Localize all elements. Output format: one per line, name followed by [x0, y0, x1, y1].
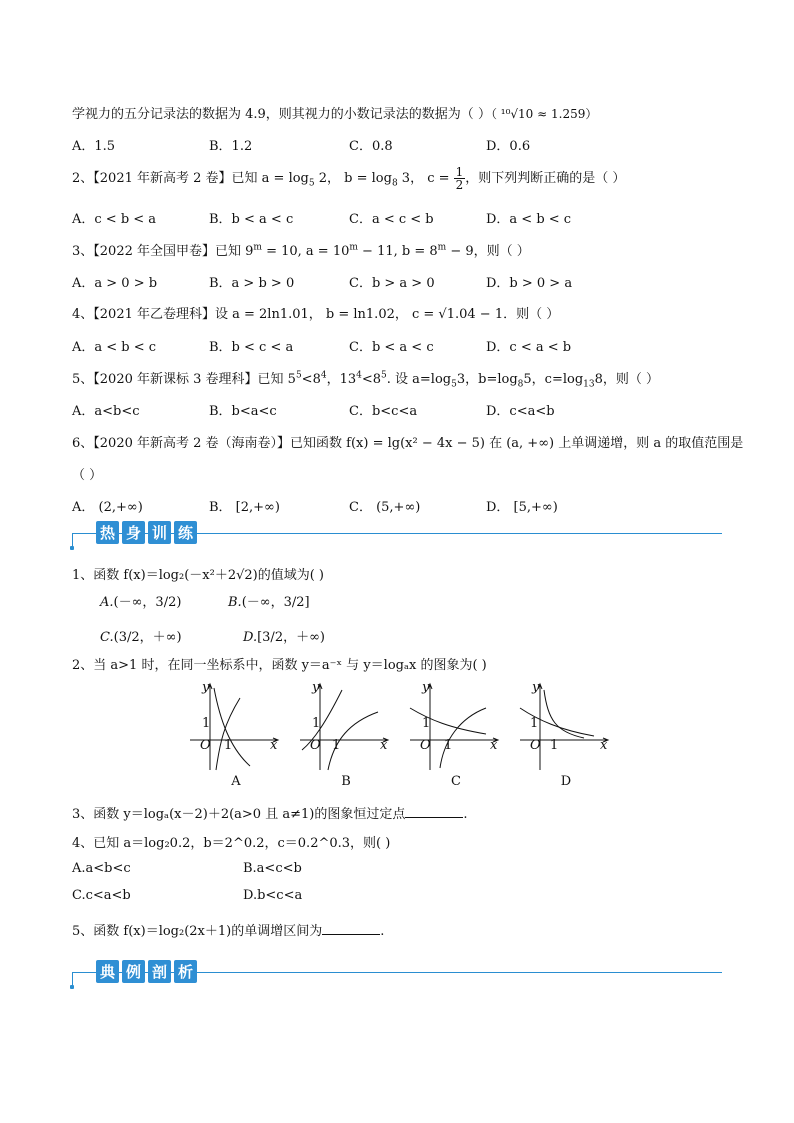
banner-char: 剖	[148, 960, 171, 983]
w3-stem: 3、函数 y＝logₐ(x－2)＋2(a>0 且 a≠1)的图象恒过定点 .	[72, 807, 468, 822]
q3-stem: 3、【2022 年全国甲卷】已知 $9^m = 10$, $a = 10^m - 11$, $b = 8^m - 9$，则（ ）	[72, 242, 530, 259]
q2-option-d[interactable]: D．a < b < c	[486, 212, 572, 227]
axis-y-label: y	[312, 680, 320, 695]
w4-option-a[interactable]: A.a<b<c	[72, 861, 131, 876]
w4-option-c[interactable]: C.c<a<b	[72, 888, 131, 903]
tick-one-x: 1	[550, 738, 559, 753]
q5-option-a[interactable]: A．a<b<c	[72, 404, 140, 419]
banner-char: 练	[174, 521, 197, 544]
q6-stem-2: （ ）	[72, 468, 103, 483]
answer-blank[interactable]	[405, 806, 463, 818]
q2-stem: 2、【2021 年新高考 2 卷】已知 $a = \log_5 2$， $b = \log_8 3$， c = $\frac{1}{2}$ ，则下列判断正确的是（ ）	[72, 165, 626, 192]
q4-options	[72, 336, 722, 356]
w4-option-d[interactable]: D.b<c<a	[243, 888, 303, 903]
tick-one-y: 1	[530, 716, 539, 731]
q0-option-c[interactable]: C．0.8	[349, 139, 393, 154]
w1-option-d[interactable]: D.[3/2，＋∞)	[243, 630, 325, 645]
tick-one-y: 1	[422, 716, 431, 731]
tick-one-y: 1	[312, 716, 321, 731]
tick-one-y: 1	[202, 716, 211, 731]
w1-option-c[interactable]: C.(3/2，＋∞)	[100, 630, 182, 645]
q3-options	[72, 272, 722, 292]
axis-x-label: x	[380, 738, 388, 753]
q0-option-a[interactable]: A．1.5	[72, 139, 116, 154]
q0-options	[72, 135, 722, 155]
axis-y-label: y	[202, 680, 210, 695]
tick-one-x: 1	[332, 738, 341, 753]
banner-dot	[70, 985, 74, 989]
graph-label: D	[560, 774, 572, 789]
graph-label: B	[341, 774, 351, 789]
q6-stem: 6、【2020 年新高考 2 卷（海南卷）】已知函数 f(x) = lg(x² − 4x − 5) 在 (a, +∞) 上单调递增，则 a 的取值范围是	[72, 436, 744, 451]
banner-char: 热	[96, 521, 119, 544]
q6-options	[72, 496, 722, 516]
banner-char: 例	[122, 960, 145, 983]
q5-option-c[interactable]: C．b<c<a	[349, 404, 418, 419]
q3-option-a[interactable]: A．a > 0 > b	[72, 276, 158, 291]
q2-option-b[interactable]: B．b < a < c	[209, 212, 294, 227]
tick-one-x: 1	[444, 738, 453, 753]
axis-x-label: x	[490, 738, 498, 753]
graph-c[interactable]	[400, 680, 510, 790]
q6-option-d[interactable]: D． [5,+∞)	[486, 500, 558, 515]
axis-x-label: x	[270, 738, 278, 753]
q2-option-c[interactable]: C．a < c < b	[349, 212, 434, 227]
q3-option-b[interactable]: B．a > b > 0	[209, 276, 295, 291]
q4-option-d[interactable]: D．c < a < b	[486, 340, 572, 355]
w1-stem: 1、函数 f(x)＝log₂(－x²＋2√2)的值域为( )	[72, 568, 324, 583]
q2-option-a[interactable]: A．c < b < a	[72, 212, 157, 227]
axis-y-label: y	[532, 680, 540, 695]
origin-label: O	[420, 738, 431, 753]
q3-option-c[interactable]: C．b > a > 0	[349, 276, 435, 291]
tick-one-x: 1	[224, 738, 233, 753]
origin-label: O	[310, 738, 321, 753]
banner-char: 析	[174, 960, 197, 983]
q0-stem: 学视力的五分记录法的数据为 4.9，则其视力的小数记录法的数据为（ ）（ ¹⁰√10 ≈ 1.259）	[72, 107, 598, 122]
axis-y-label: y	[422, 680, 430, 695]
graph-b[interactable]	[290, 680, 400, 790]
q4-stem: 4、【2021 年乙卷理科】设 a = 2ln1.01， b = ln1.02， c = √1.04 − 1．则（ ）	[72, 307, 560, 322]
w1-option-b[interactable]: B.(－∞，3/2]	[228, 595, 310, 610]
q4-option-a[interactable]: A．a < b < c	[72, 340, 157, 355]
w4-stem: 4、已知 a＝log₂0.2，b＝2^0.2，c＝0.2^0.3，则( )	[72, 836, 391, 851]
w4-option-b[interactable]: B.a<c<b	[243, 861, 302, 876]
w1-option-a[interactable]: A.(－∞，3/2)	[100, 595, 182, 610]
q6-option-a[interactable]: A． (2,+∞)	[72, 500, 143, 515]
banner-title	[96, 960, 197, 983]
q4-option-b[interactable]: B．b < c < a	[209, 340, 294, 355]
q5-options	[72, 400, 722, 420]
q3-option-d[interactable]: D．b > 0 > a	[486, 276, 573, 291]
q5-option-b[interactable]: B．b<a<c	[209, 404, 277, 419]
q0-option-d[interactable]: D．0.6	[486, 139, 531, 154]
banner-char: 典	[96, 960, 119, 983]
q0-option-b[interactable]: B．1.2	[209, 139, 253, 154]
q5-stem: 5、【2020 年新课标 3 卷理科】已知 $5^5<8^4$，$13^4<8^5$. 设 $a=\log_53$，$b=\log_85$，$c=\log_{13}8$，则（ ）	[72, 370, 660, 390]
answer-blank[interactable]	[322, 923, 380, 935]
graph-a[interactable]	[180, 680, 290, 790]
graph-d[interactable]	[510, 680, 620, 790]
w5-stem: 5、函数 f(x)＝log₂(2x＋1)的单调增区间为 .	[72, 924, 385, 939]
q6-option-c[interactable]: C． (5,+∞)	[349, 500, 421, 515]
q2-options	[72, 208, 722, 228]
q6-option-b[interactable]: B． [2,+∞)	[209, 500, 280, 515]
banner-title	[96, 521, 197, 544]
q4-option-c[interactable]: C．b < a < c	[349, 340, 434, 355]
section-banner-warmup	[72, 519, 722, 549]
q5-option-d[interactable]: D．c<a<b	[486, 404, 555, 419]
w2-stem: 2、当 a>1 时，在同一坐标系中，函数 y＝a⁻ˣ 与 y＝logₐx 的图象为( )	[72, 658, 487, 673]
section-banner-examples	[72, 958, 722, 988]
origin-label: O	[530, 738, 541, 753]
banner-char: 训	[148, 521, 171, 544]
banner-dot	[70, 546, 74, 550]
w2-graphs	[180, 680, 620, 790]
origin-label: O	[200, 738, 211, 753]
graph-label: A	[231, 774, 241, 789]
graph-label: C	[451, 774, 461, 789]
banner-char: 身	[122, 521, 145, 544]
axis-x-label: x	[600, 738, 608, 753]
